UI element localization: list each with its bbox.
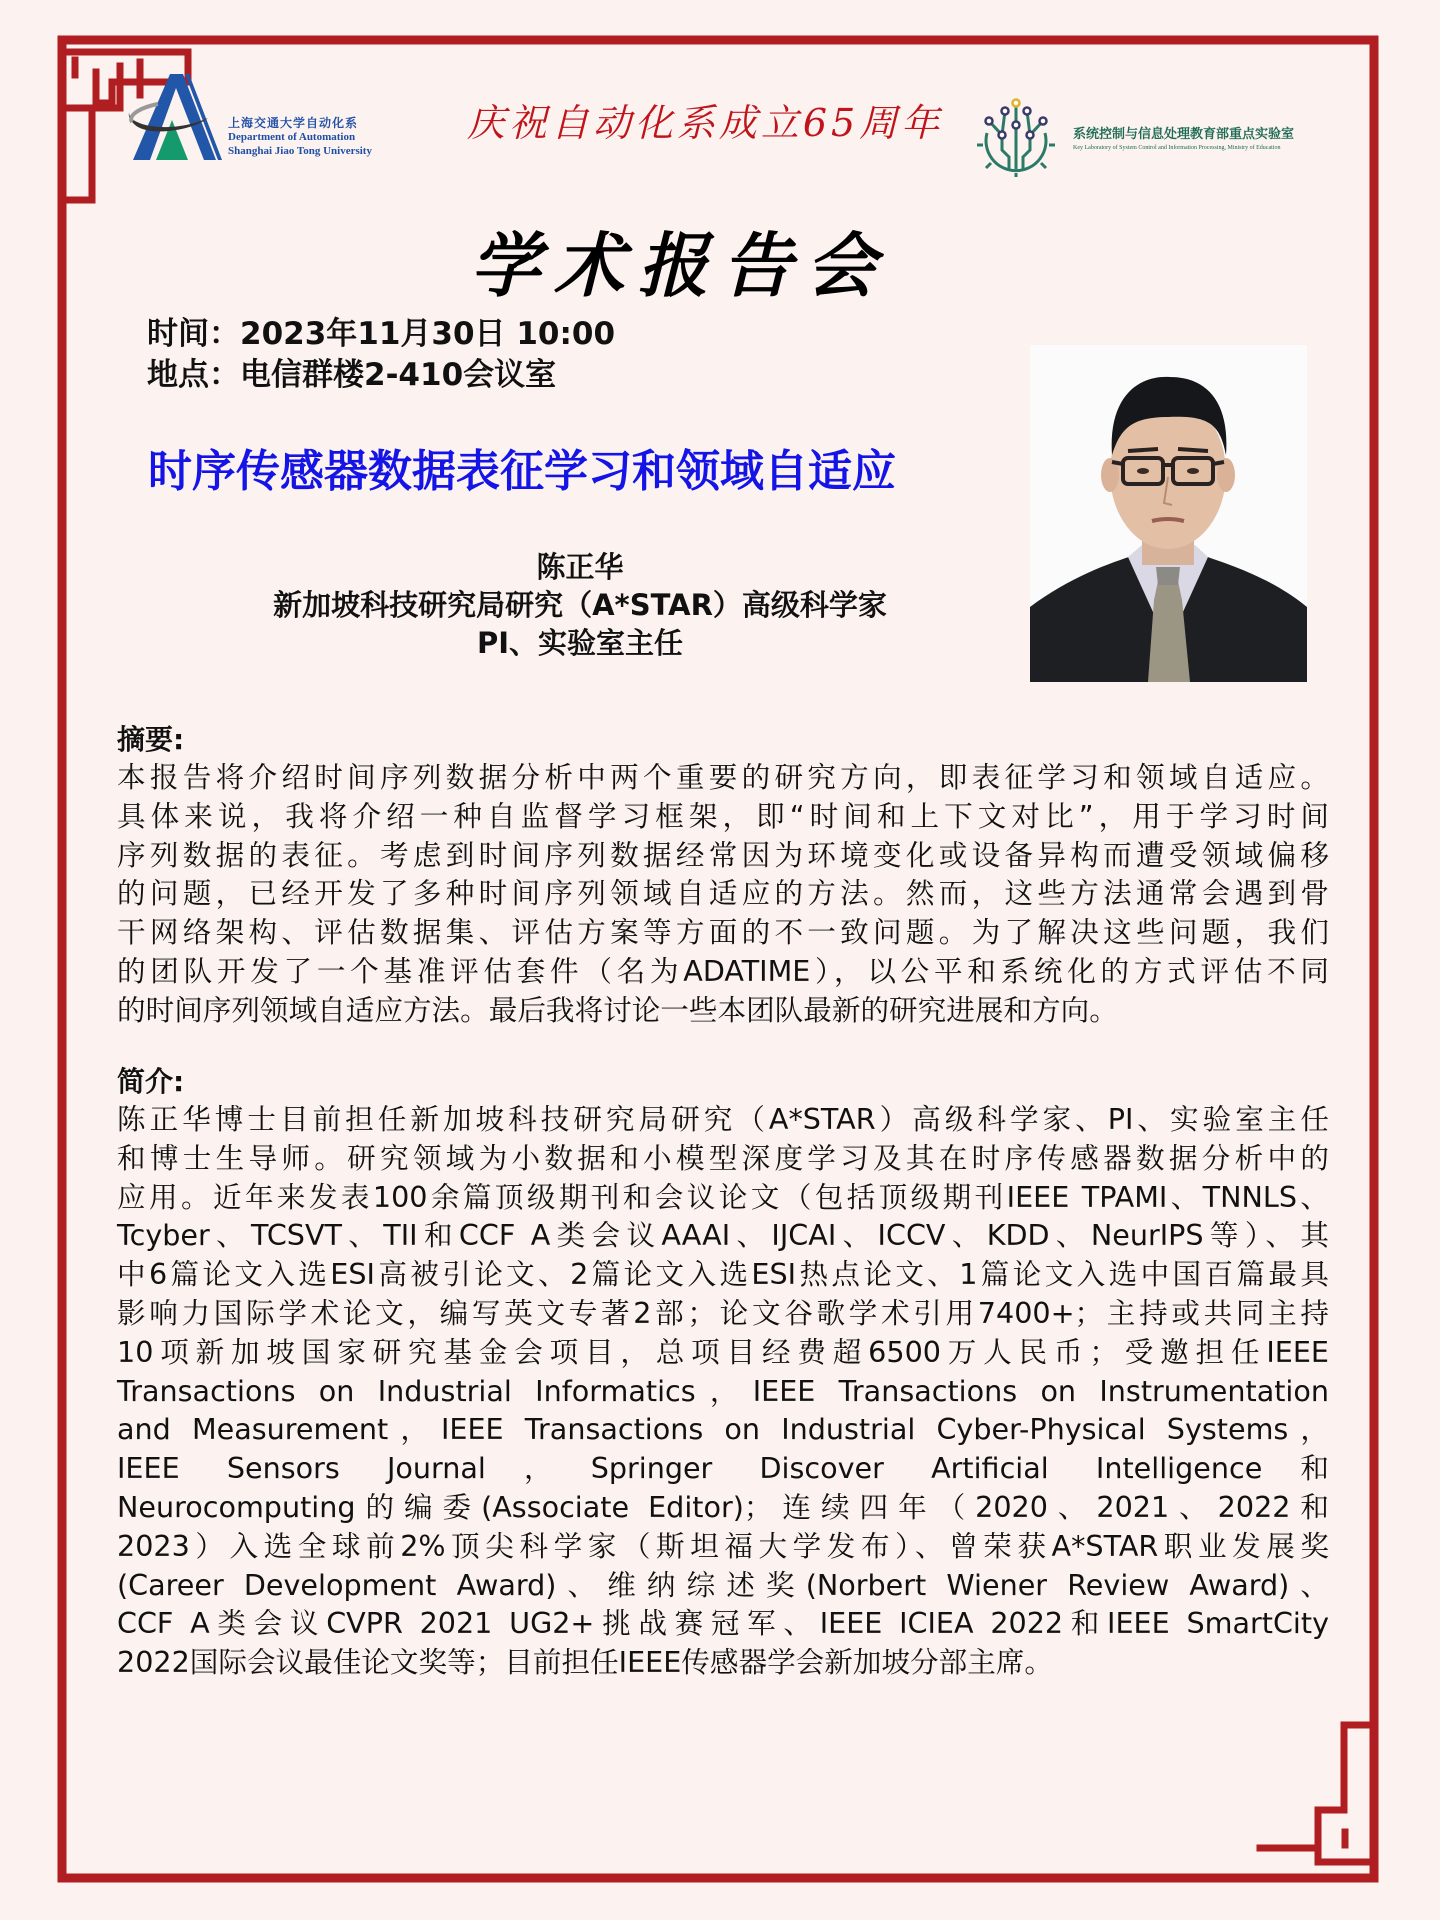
speaker-role: PI、实验室主任 bbox=[476, 626, 684, 660]
bio-heading: 简介: bbox=[117, 1065, 185, 1098]
key-lab-name-en: Key Laboratory of System Control and Information Processing, Ministry of Education bbox=[1073, 145, 1281, 151]
abstract-line: 具体来说，我将介绍一种自监督学习框架，即“时间和上下文对比”，用于学习时间 bbox=[117, 798, 1329, 833]
bio-line: 应用。近年来发表100余篇顶级期刊和会议论文（包括顶级期刊IEEE TPAMI、TNNLS、 bbox=[117, 1179, 1329, 1214]
bio-line: CCF A类会议CVPR 2021 UG2+挑战赛冠军、IEEE ICIEA 2022和IEEE SmartCity bbox=[117, 1606, 1329, 1641]
bio-line: and Measurement，IEEE Transactions on Industrial Cyber-Physical Systems， bbox=[117, 1412, 1329, 1447]
speaker-info bbox=[160, 548, 1000, 662]
abstract-line: 本报告将介绍时间序列数据分析中两个重要的研究方向，即表征学习和领域自适应。 bbox=[117, 760, 1329, 794]
bio-section bbox=[117, 1064, 1329, 1682]
sjtu-name-en-2: Shanghai Jiao Tong University bbox=[228, 145, 372, 157]
sjtu-name-en-1: Department of Automation bbox=[228, 131, 356, 143]
event-time bbox=[147, 314, 615, 355]
abstract-heading: 摘要: bbox=[117, 723, 185, 756]
bio-body bbox=[117, 1100, 1329, 1682]
abstract-line: 的团队开发了一个基准评估套件（名为ADATIME），以公平和系统化的方式评估不同 bbox=[117, 953, 1329, 988]
bio-line: 影响力国际学术论文，编写英文专著2部；论文谷歌学术引用7400+；主持或共同主持 bbox=[117, 1295, 1329, 1330]
key-lab-logo bbox=[975, 95, 1355, 175]
bio-line: 陈正华博士目前担任新加坡科技研究局研究（A*STAR）高级科学家、PI、实验室主任 bbox=[117, 1102, 1329, 1136]
anniversary-banner: 庆祝自动化系成立65周年 bbox=[466, 101, 944, 145]
portrait-icon bbox=[1030, 345, 1307, 682]
page-title: 学术报告会 bbox=[470, 224, 890, 307]
sjtu-a-logo-icon bbox=[128, 72, 223, 162]
abstract-body bbox=[117, 758, 1329, 1030]
bio-line: Neurocomputing的编委(Associate Editor)；连续四年（2020、2021、2022和 bbox=[117, 1489, 1329, 1524]
bio-line: 和博士生导师。研究领域为小数据和小模型深度学习及其在时序传感器数据分析中的 bbox=[117, 1140, 1329, 1175]
abstract-line: 序列数据的表征。考虑到时间序列数据经常因为环境变化或设备异构而遭受领域偏移 bbox=[117, 837, 1329, 872]
bio-line: 中6篇论文入选ESI高被引论文、2篇论文入选ESI热点论文、1篇论文入选中国百篇最具 bbox=[117, 1257, 1329, 1292]
time-label: 时间： bbox=[147, 316, 240, 352]
speaker-photo bbox=[1030, 345, 1307, 682]
sjtu-name-cn: 上海交通大学自动化系 bbox=[228, 116, 359, 130]
place-value: 电信群楼2-410会议室 bbox=[240, 357, 557, 393]
bio-line: Transactions on Industrial Informatics，IEEE Transactions on Instrumentation bbox=[117, 1373, 1329, 1408]
talk-title: 时序传感器数据表征学习和领域自适应 bbox=[148, 446, 896, 497]
bio-line: 2022国际会议最佳论文奖等；目前担任IEEE传感器学会新加坡分部主席。 bbox=[117, 1645, 1054, 1680]
bio-line: 2023）入选全球前2%顶尖科学家（斯坦福大学发布）、曾荣获A*STAR职业发展奖 bbox=[117, 1528, 1329, 1563]
time-value: 2023年11月30日 10:00 bbox=[240, 316, 616, 352]
speaker-affiliation: 新加坡科技研究局研究（A*STAR）高级科学家 bbox=[273, 588, 887, 622]
abstract-line: 干网络架构、评估数据集、评估方案等方面的不一致问题。为了解决这些问题，我们 bbox=[117, 915, 1329, 950]
place-label: 地点： bbox=[147, 357, 240, 393]
bio-line: IEEE Sensors Journal，Springer Discover Artificial Intelligence和 bbox=[117, 1451, 1329, 1486]
event-info bbox=[147, 314, 615, 396]
speaker-name: 陈正华 bbox=[536, 550, 624, 584]
abstract-section bbox=[117, 722, 1329, 1030]
abstract-line: 的时间序列领域自适应方法。最后我将讨论一些本团队最新的研究进展和方向。 bbox=[117, 992, 1118, 1027]
gear-circuit-icon bbox=[975, 95, 1057, 177]
abstract-line: 的问题，已经开发了多种时间序列领域自适应的方法。然而，这些方法通常会遇到骨 bbox=[117, 876, 1329, 911]
bio-line: (Career Development Award)、维纳综述奖(Norbert Wiener Review Award)、 bbox=[117, 1567, 1329, 1602]
bio-line: Tcyber、TCSVT、TII和CCF A类会议AAAI、IJCAI、ICCV、KDD、NeurIPS等）、其 bbox=[117, 1218, 1329, 1253]
key-lab-name-cn: 系统控制与信息处理教育部重点实验室 bbox=[1073, 127, 1295, 142]
sjtu-automation-logo bbox=[128, 72, 428, 164]
event-place bbox=[147, 355, 615, 396]
bio-line: 10项新加坡国家研究基金会项目，总项目经费超6500万人民币；受邀担任IEEE bbox=[117, 1334, 1329, 1369]
